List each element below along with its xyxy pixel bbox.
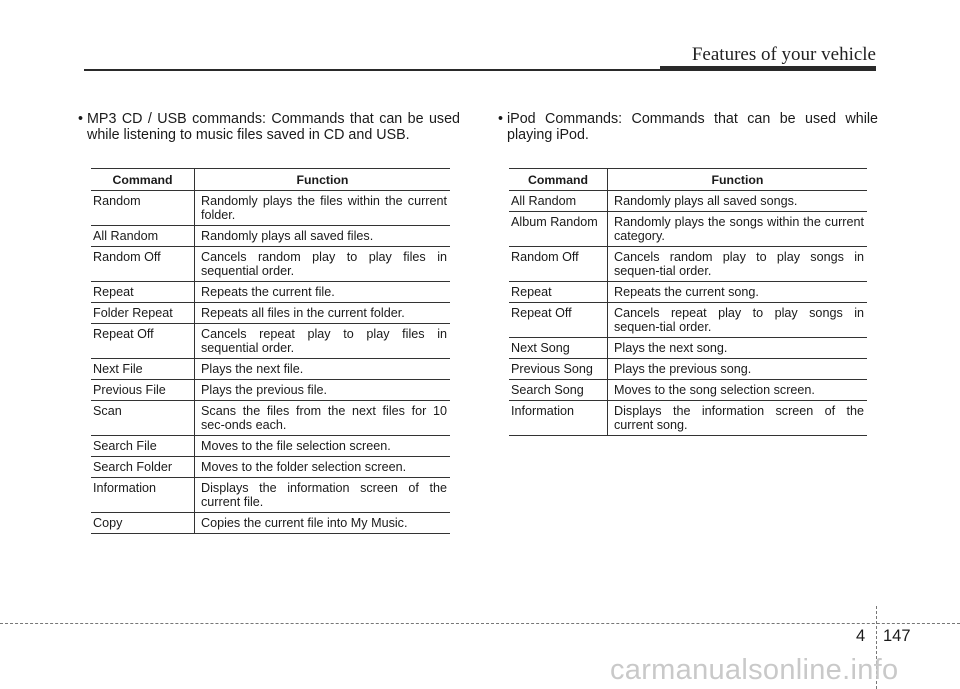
command-cell: Information bbox=[91, 478, 195, 513]
table-row bbox=[509, 247, 867, 282]
function-cell: Displays the information screen of the current song. bbox=[608, 401, 868, 436]
command-cell: Repeat bbox=[91, 282, 195, 303]
command-cell: Folder Repeat bbox=[91, 303, 195, 324]
table-row bbox=[509, 401, 867, 436]
footer-rule bbox=[0, 623, 960, 624]
table-header-row bbox=[91, 169, 450, 191]
command-cell: Search Folder bbox=[91, 457, 195, 478]
ipod-commands-table bbox=[509, 168, 867, 436]
table-row bbox=[91, 247, 450, 282]
command-cell: Album Random bbox=[509, 212, 608, 247]
function-cell: Randomly plays the files within the current folder. bbox=[195, 191, 451, 226]
command-cell: Repeat Off bbox=[91, 324, 195, 359]
mp3-usb-intro-text: MP3 CD / USB commands: Commands that can be used while listening to music files saved in CD and USB. bbox=[87, 111, 460, 143]
function-cell: Moves to the file selection screen. bbox=[195, 436, 451, 457]
function-cell: Cancels repeat play to play songs in sequen-tial order. bbox=[608, 303, 868, 338]
header-rule-accent bbox=[660, 66, 876, 71]
table-row bbox=[91, 303, 450, 324]
mp3-usb-commands-table bbox=[91, 168, 450, 534]
page-number: 147 bbox=[883, 627, 911, 645]
command-cell: Random Off bbox=[509, 247, 608, 282]
table-row bbox=[509, 359, 867, 380]
command-cell: Previous File bbox=[91, 380, 195, 401]
table-row bbox=[509, 338, 867, 359]
ipod-intro-text: iPod Commands: Commands that can be used while playing iPod. bbox=[507, 111, 878, 143]
command-cell: Scan bbox=[91, 401, 195, 436]
function-cell: Repeats the current song. bbox=[608, 282, 868, 303]
column-header-function: Function bbox=[608, 169, 868, 191]
table-row bbox=[91, 436, 450, 457]
function-cell: Plays the previous file. bbox=[195, 380, 451, 401]
command-cell: Random Off bbox=[91, 247, 195, 282]
page-header-title: Features of your vehicle bbox=[691, 44, 876, 65]
mp3-usb-intro bbox=[78, 111, 460, 143]
function-cell: Plays the previous song. bbox=[608, 359, 868, 380]
command-cell: Next Song bbox=[509, 338, 608, 359]
function-cell: Moves to the song selection screen. bbox=[608, 380, 868, 401]
column-header-command: Command bbox=[509, 169, 608, 191]
function-cell: Moves to the folder selection screen. bbox=[195, 457, 451, 478]
function-cell: Cancels random play to play songs in sequen-tial order. bbox=[608, 247, 868, 282]
table-row bbox=[509, 282, 867, 303]
function-cell: Plays the next song. bbox=[608, 338, 868, 359]
command-cell: All Random bbox=[91, 226, 195, 247]
function-cell: Randomly plays all saved songs. bbox=[608, 191, 868, 212]
table-row bbox=[91, 282, 450, 303]
table-row bbox=[91, 226, 450, 247]
command-cell: Next File bbox=[91, 359, 195, 380]
table-row bbox=[509, 303, 867, 338]
table-row bbox=[91, 359, 450, 380]
column-header-command: Command bbox=[91, 169, 195, 191]
function-cell: Randomly plays the songs within the current category. bbox=[608, 212, 868, 247]
function-cell: Scans the files from the next files for 10 sec-onds each. bbox=[195, 401, 451, 436]
function-cell: Displays the information screen of the current file. bbox=[195, 478, 451, 513]
function-cell: Cancels repeat play to play files in sequential order. bbox=[195, 324, 451, 359]
table-row bbox=[509, 380, 867, 401]
function-cell: Repeats the current file. bbox=[195, 282, 451, 303]
table-row bbox=[509, 191, 867, 212]
table-row bbox=[91, 380, 450, 401]
function-cell: Copies the current file into My Music. bbox=[195, 513, 451, 534]
function-cell: Randomly plays all saved files. bbox=[195, 226, 451, 247]
command-cell: Search Song bbox=[509, 380, 608, 401]
table-row bbox=[91, 513, 450, 534]
table-row bbox=[91, 457, 450, 478]
bullet-marker: • bbox=[498, 111, 504, 127]
table-header-row bbox=[509, 169, 867, 191]
table-row bbox=[91, 478, 450, 513]
command-cell: Repeat Off bbox=[509, 303, 608, 338]
chapter-number: 4 bbox=[856, 627, 866, 645]
bullet-marker: • bbox=[78, 111, 84, 127]
table-row bbox=[91, 401, 450, 436]
column-header-function: Function bbox=[195, 169, 451, 191]
command-cell: Search File bbox=[91, 436, 195, 457]
command-cell: Random bbox=[91, 191, 195, 226]
function-cell: Cancels random play to play files in sequential order. bbox=[195, 247, 451, 282]
command-cell: Repeat bbox=[509, 282, 608, 303]
table-row bbox=[91, 191, 450, 226]
command-cell: Copy bbox=[91, 513, 195, 534]
function-cell: Repeats all files in the current folder. bbox=[195, 303, 451, 324]
watermark: carmanualsonline.info bbox=[610, 654, 899, 686]
function-cell: Plays the next file. bbox=[195, 359, 451, 380]
command-cell: Previous Song bbox=[509, 359, 608, 380]
table-row bbox=[91, 324, 450, 359]
command-cell: All Random bbox=[509, 191, 608, 212]
ipod-intro bbox=[498, 111, 878, 143]
command-cell: Information bbox=[509, 401, 608, 436]
table-row bbox=[509, 212, 867, 247]
